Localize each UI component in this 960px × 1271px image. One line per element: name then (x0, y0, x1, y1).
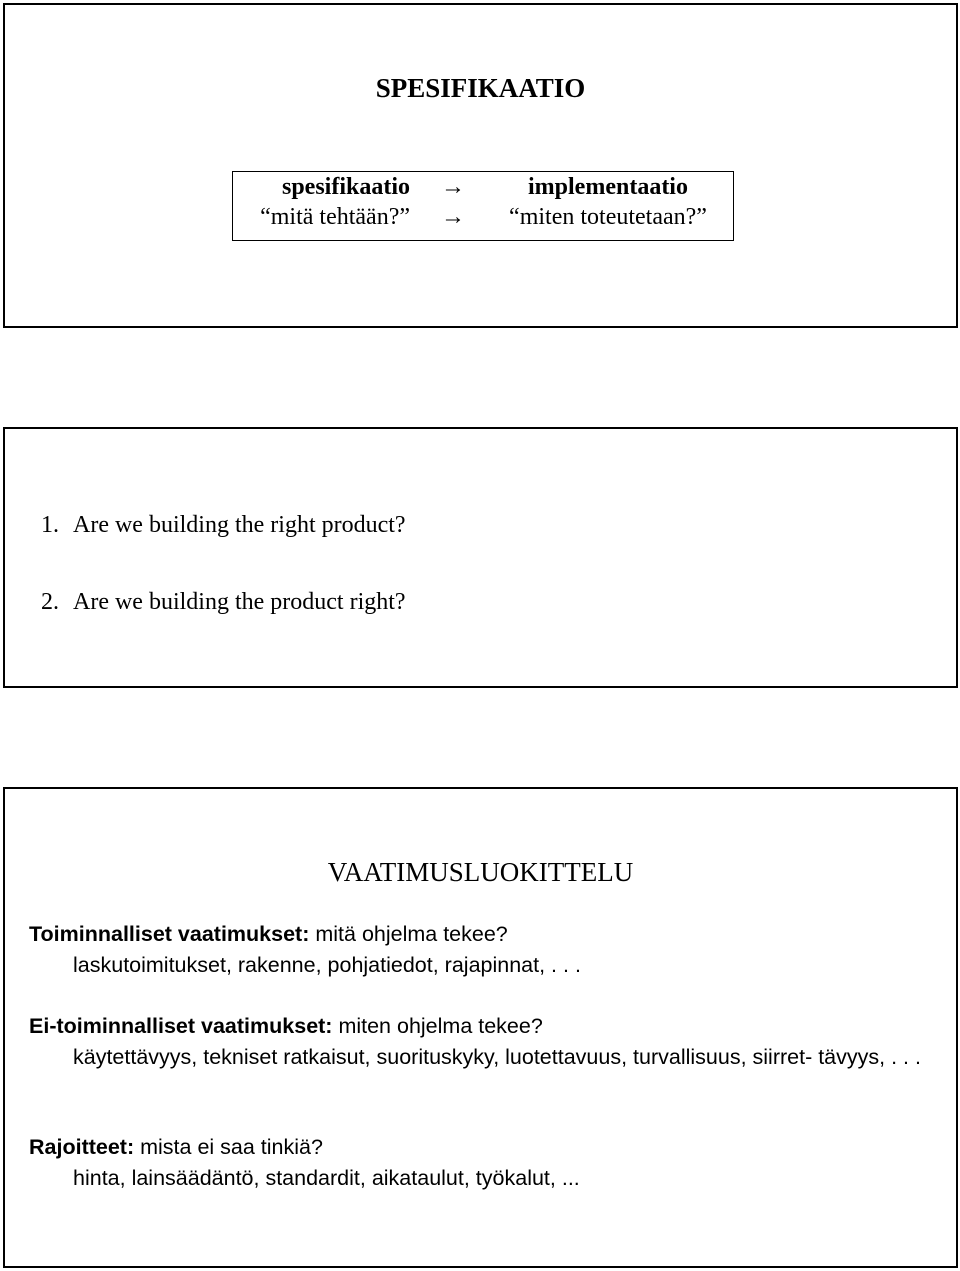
requirement-question: miten ohjelma tekee? (332, 1014, 543, 1038)
spec-cell-left: “mitä tehtään?” (260, 204, 410, 230)
requirement-section (29, 919, 939, 981)
spec-cell-left: spesifikaatio (281, 174, 410, 200)
right-arrow-icon: → (441, 204, 465, 230)
right-arrow-icon: → (441, 174, 465, 200)
requirement-heading-line (29, 919, 939, 950)
slide-requirement-classification (3, 787, 958, 1268)
list-item-text: Are we building the right product? (73, 512, 406, 538)
spec-row (233, 204, 733, 234)
requirement-detail: käytettävyys, tekniset ratkaisut, suorituskyky, luotettavuus, turvallisuus, siirret- tävyys, . . . (73, 1045, 921, 1069)
requirement-heading: Toiminnalliset vaatimukset: (29, 922, 310, 946)
spec-cell-right: “miten toteutetaan?” (509, 204, 707, 230)
list-item (41, 589, 406, 616)
requirement-heading-line (29, 1132, 939, 1163)
spec-row (233, 174, 733, 204)
list-item-text: Are we building the product right? (73, 589, 406, 615)
requirement-heading: Rajoitteet: (29, 1135, 135, 1159)
requirement-heading-line (29, 1011, 939, 1042)
requirement-heading: Ei-toiminnalliset vaatimukset: (29, 1014, 333, 1038)
requirement-section (29, 1011, 939, 1073)
spec-implementation-table (232, 171, 734, 241)
requirement-detail: laskutoimitukset, rakenne, pohjatiedot, rajapinnat, . . . (73, 953, 581, 977)
slide-verification-questions (3, 427, 958, 688)
spec-cell-right: implementaatio (528, 174, 688, 200)
list-item-number: 1. (41, 512, 59, 538)
requirement-section (29, 1132, 939, 1194)
requirement-detail: hinta, lainsäädäntö, standardit, aikataulut, työkalut, ... (73, 1166, 580, 1190)
requirement-question: mista ei saa tinkiä? (134, 1135, 323, 1159)
slide-specification (3, 3, 958, 328)
slide-title: SPESIFIKAATIO (375, 73, 586, 103)
list-item (41, 512, 406, 539)
slide-title: VAATIMUSLUOKITTELU (327, 857, 634, 887)
list-item-number: 2. (41, 589, 59, 615)
requirement-question: mitä ohjelma tekee? (309, 922, 508, 946)
